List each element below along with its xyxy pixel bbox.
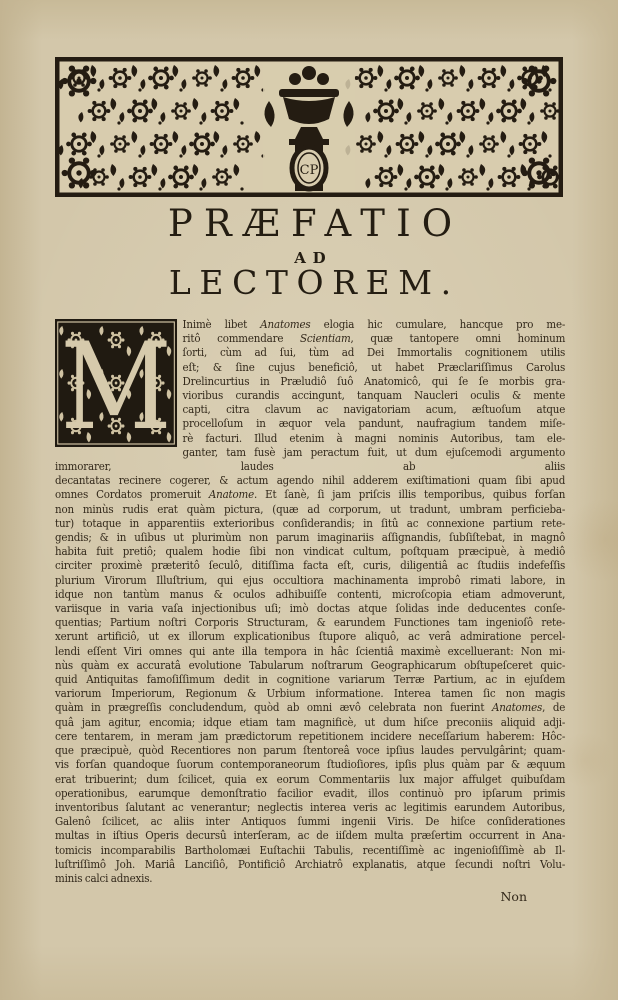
page-title-ad: AD: [294, 249, 333, 267]
text-line: decantatas recinere cogerer, & actum agendo nihil adderem exiſtimationi quam ſibi apud: [55, 474, 566, 488]
text-line: ganter, tam fusè jam peractum fuit, ut dum ejuſcemodi argumento immorarer, laudes ab aliis: [55, 445, 566, 474]
headpiece-urn: [263, 64, 355, 191]
text-line: operationibus, earumque demonſtratio facilior evadit, illos continuò pro ipſarum primis: [55, 786, 566, 800]
text-line: inventoribus ſalutant ac venerantur; neglectis interea veris ac legitimis earundem Autoribus,: [55, 800, 566, 814]
text-line: luſtriſſimô Joh. Mariâ Lanciſiô, Pontificiô Archiatrô explanatis, atque ſecundi noſtri Volu-: [55, 857, 566, 871]
text-line: eſt; & ſine cujus beneficiô, ut habet Præclariſſimus Carolus: [182, 360, 566, 374]
text-line: vis forſan quandoque ſuorum contemporaneorum ſtudioſiores, ipſis plus quàm par & æquum: [55, 758, 566, 772]
text-line: xerunt artificiô, ut ex illorum explicationibus ſtupore aliquô, ac verâ admiratione percel-: [55, 630, 566, 644]
page-title-lectorem: LECTOREM.: [168, 263, 460, 302]
page-title: PRÆFATIO: [167, 202, 464, 245]
text-line: non minùs rudis erat quàm pictura, (quæ ad corporum, ut tradunt, umbram perficieba-: [55, 502, 566, 516]
text-line: tomicis incomparabilis Bartholomæi Euſtachii Tabulis, recentiſſimè ac ingenioſiſſimè ab Il-: [55, 843, 566, 857]
text-line: cere tentarem, in meram jam prædictorum repetitionem incidere neceſſarium haberem: Hôc-: [55, 729, 566, 743]
drop-cap: [55, 319, 177, 447]
text-line: lendi eſſent Viri omnes qui ante illa tempora in hâc ſcientiâ maximè excelluerant: Non mi-: [55, 644, 566, 658]
text-line: circiter proximè præteritô ſeculô, ditiſſima facta eſt, curis, diligentiâ ac ſtudiis indefeſſis: [55, 559, 566, 573]
headpiece-medallion: [292, 147, 326, 189]
text-line: omnes Cordatos promeruit Anatome. Et ſanè, ſi jam priſcis illis temporibus, quibus forſan: [55, 488, 566, 502]
text-line: vioribus curandis accingunt, tanquam Naucleri oculis & mente: [182, 389, 566, 403]
text-line: procelloſum in æquor vela pandunt, naufragium tandem miſe-: [182, 417, 566, 431]
text-line: nùs quàm ex accuratâ evolutione Tabularum noſtrarum Geographicarum obſtupeſceret quic-: [55, 658, 566, 672]
text-line: multas in iſtius Operis decursû interſeram, ac de iiſdem multa præſertim occurrent in Ana-: [55, 829, 566, 843]
text-line: habita fuit pretiô; qualem hodie ſibi non vindicat cultum, poſtquam præcipuè, à mediô: [55, 545, 566, 559]
catchword: Non: [500, 889, 527, 904]
text-line: ſorti, cùm ad ſui, tùm ad Dei Immortalis cognitionem utilis: [182, 346, 566, 360]
text-line: erat tribuerint; dum ſcilicet, quia ex eorum Commentariis lux major affulget quibuſdam: [55, 772, 566, 786]
text-line: variisque in varia vaſa injectionibus uſi; imò doctas atque ſolidas inde deducentes conſe-: [55, 602, 566, 616]
drop-cap-letter: M: [60, 319, 172, 447]
text-line: Inimè libet Anatomes elogia hic cumulare, hancque pro me-: [182, 318, 566, 331]
body-text: [55, 318, 565, 886]
text-line: quentias; Partium noſtri Corporis Structuram, & earundem Functiones tam ingenioſô rete-: [55, 616, 566, 630]
text-line: idque non tantùm manus & oculos adhibuiſſe contenti, microſcopia etiam admoverunt,: [55, 587, 566, 601]
text-line: capti, citra clavum ac navigatoriam acum, æſtuoſum atque: [182, 403, 566, 417]
text-line: Drelincurtius in Præludiô ſuô Anatomicô, qui ſe ſe morbis gra-: [182, 374, 566, 388]
text-line: quàm in prægreſſis concludendum, quòd ab omni ævô celebrata non fuerint Anatomes, de: [55, 701, 566, 715]
text-line: ritô commendare Scientiam, quæ tantopere omni hominum: [182, 332, 566, 346]
text-line: rè facturi. Illud etenim à magni nominis Autoribus, tam ele-: [182, 431, 566, 445]
text-line: variorum Imperiorum, Regionum & Urbium informatione. Interea tamen ſic non magis: [55, 687, 566, 701]
text-line: tur) totaque in apparentiis exterioribus conſiderandis; in ſitû ac connexione partium rete-: [55, 516, 566, 530]
headpiece-woodcut: [55, 57, 563, 197]
headpiece-monogram: CP: [299, 163, 319, 178]
text-line: quâ jam agitur, encomia; idque etiam tam magnificè, ut dum hiſce preconiis aliquid adji-: [55, 715, 566, 729]
text-line: minis calci adnexis.: [55, 871, 153, 885]
text-line: gendis; & in uſibus ut plurimùm non parum imaginariis aſſignandis, ſubſiſtebat, in magnô: [55, 531, 566, 545]
text-line: que præcipuè, quòd Recentiores non parum ſtentoreâ voce ipſius laudes pervulgârint; quam-: [55, 744, 566, 758]
text-line: quid Antiquitas famoſiſſimum dedit in cognitione variarum Terræ Partium, ac in ejuſdem: [55, 673, 566, 687]
text-line: Galenô ſcilicet, ac aliis inter Antiquos ſummi ingenii Viris. De hiſce conſiderationes: [55, 815, 566, 829]
text-line: plurium Virorum Illuſtrium, qui ejus occultiora machinamenta improbô rimati labore, in: [55, 573, 566, 587]
